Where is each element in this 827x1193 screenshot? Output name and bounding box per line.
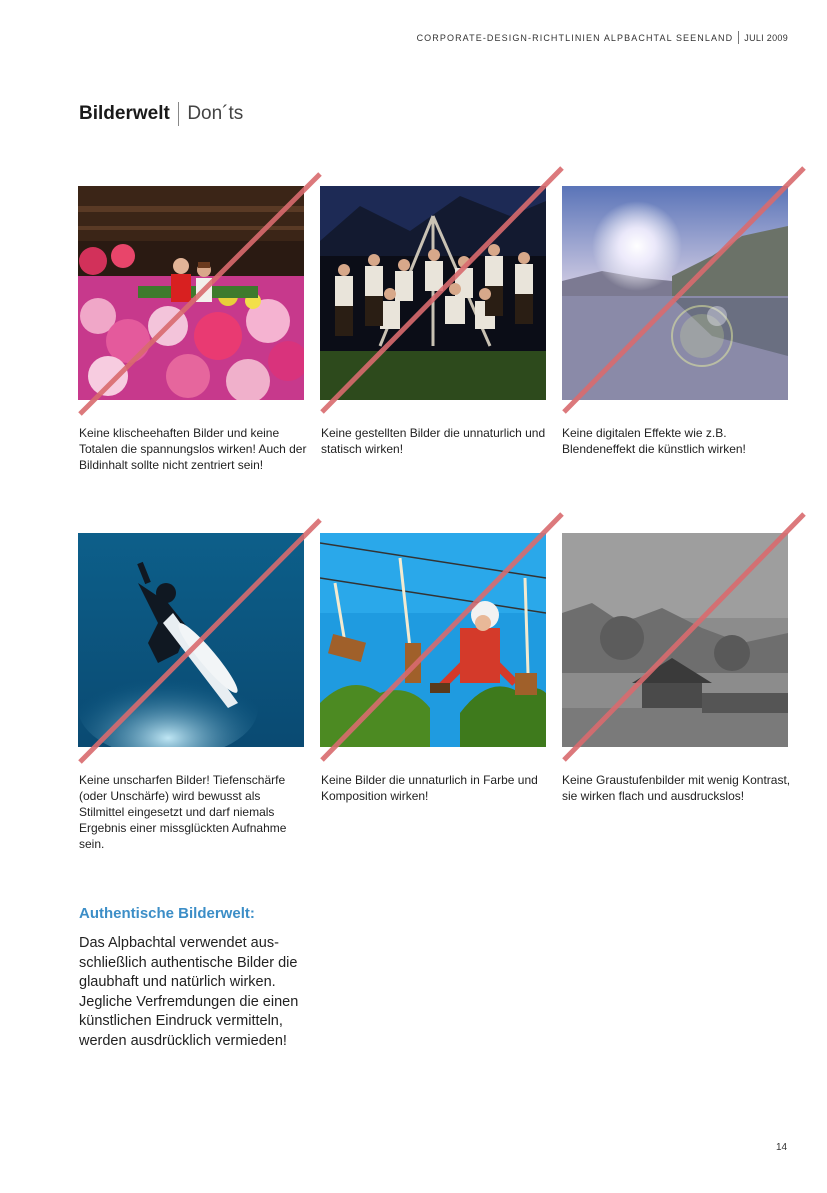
title-divider [178,102,180,126]
cross-mark-3 [554,164,814,416]
caption-5: Keine Bilder die unnaturlich in Farbe und Komposition wirken! [321,773,538,803]
caption-3: Keine digitalen Effekte wie z.B. Blendeneffekt die künstlich wirken! [562,426,746,456]
cross-mark-2 [312,164,572,416]
cross-mark-4 [70,516,330,768]
caption-6: Keine Graustufenbilder mit wenig Kontrast, sie wirken flach und ausdruckslos! [562,773,791,803]
caption-2: Keine gestellten Bilder die unnaturlich und statisch wirken! [321,426,546,456]
document-header [417,31,788,44]
page-number: 14 [776,1142,788,1153]
caption-4: Keine unscharfen Bilder! Tiefenschärfe (oder Unschärfe) wird bewusst als Stilmittel eingesetzt und darf niemals Ergebnis einer missglückten Aufnahme sein. [79,773,287,851]
page-title-sub: Don´ts [187,103,244,124]
cross-mark-6 [554,510,814,762]
page-title [79,102,243,126]
header-divider [738,31,739,44]
caption-1: Keine klischeehaften Bilder und keine Totalen die spannungslos wirken! Auch der Bildinhalt sollte nicht zentriert sein! [79,426,307,472]
cross-mark-1 [70,170,330,422]
header-date: JULI 2009 [744,32,788,43]
header-title: CORPORATE-DESIGN-RICHTLINIEN ALPBACHTAL SEENLAND [416,32,734,43]
page-title-main: Bilderwelt [79,103,170,124]
cross-mark-5 [312,510,572,762]
section-heading: Authentische Bilderwelt: [79,905,255,922]
section-text: Das Alpbachtal verwendet aus-schließlich authentische Bilder die glaubhaft und natürlich wirken. Jegliche Verfremdungen die einen künstlichen Eindruck vermitteln, werden ausdrücklich vermieden! [79,935,299,1049]
